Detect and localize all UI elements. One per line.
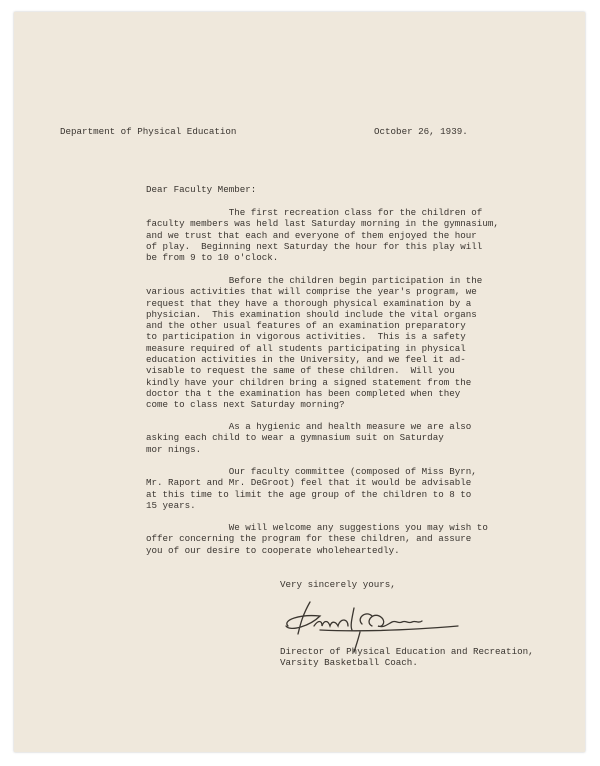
salutation: Dear Faculty Member: — [146, 184, 257, 195]
paragraph-3 — [146, 421, 471, 455]
paragraph-line: of play. Beginning next Saturday the hour for this play will — [146, 240, 483, 252]
department-heading: Department of Physical Education — [60, 126, 237, 137]
paragraph-line: be from 9 to 10 o'clock. — [146, 252, 279, 264]
paragraph-5 — [146, 522, 488, 556]
paragraph-line: Mr. Raport and Mr. DeGroot) feel that it would be advisable — [146, 477, 472, 489]
paragraph-line: faculty members was held last Saturday morning in the gymnasium, — [146, 218, 499, 230]
paragraph-line: at this time to limit the age group of the children to 8 to — [146, 488, 472, 500]
paragraph-line: come to class next Saturday morning? — [146, 399, 345, 411]
paragraph-line: visable to request the same of these children. Will you — [146, 365, 455, 377]
paragraph-line: Our faculty committee (composed of Miss Byrn, — [146, 466, 477, 477]
paragraph-line: 15 years. — [146, 499, 196, 511]
paragraph-line: mor nings. — [146, 443, 202, 455]
letter-date: October 26, 1939. — [374, 126, 468, 137]
paragraph-line: Before the children begin participation in the — [146, 275, 483, 286]
paragraph-line: doctor tha t the examination has been completed when they — [146, 387, 461, 399]
paragraph-line: The first recreation class for the children of — [146, 207, 483, 218]
signer-title-line: Director of Physical Education and Recreation, — [280, 646, 534, 657]
paragraph-line: asking each child to wear a gymnasium suit on Saturday — [146, 432, 444, 444]
paragraph-line: and the other usual features of an examination preparatory — [146, 320, 466, 332]
signer-title-line: Varsity Basketball Coach. — [280, 657, 418, 669]
paragraph-line: and we trust that each and everyone of them enjoyed the hour — [146, 229, 477, 241]
signer-title — [280, 646, 534, 669]
paragraph-2 — [146, 275, 482, 411]
paragraph-1 — [146, 207, 499, 263]
paragraph-line: education activities in the University, and we feel it ad- — [146, 354, 466, 366]
paragraph-line: measure required of all students participating in physical — [146, 342, 466, 354]
paragraph-line: request that they have a thorough physical examination by a — [146, 297, 472, 309]
paragraph-line: you of our desire to cooperate wholeheartedly. — [146, 544, 400, 556]
paragraph-line: to participation in vigorous activities. This is a safety — [146, 331, 466, 343]
paragraph-line: physician. This examination should include the vital organs — [146, 308, 477, 320]
paragraph-line: offer concerning the program for these children, and assure — [146, 533, 472, 545]
paragraph-line: We will welcome any suggestions you may wish to — [146, 522, 488, 533]
paragraph-line: As a hygienic and health measure we are also — [146, 421, 472, 432]
paragraph-line: kindly have your children bring a signed statement from the — [146, 376, 472, 388]
closing: Very sincerely yours, — [280, 579, 396, 590]
paragraph-line: various activities that will comprise the year's program, we — [146, 286, 477, 298]
paragraph-4 — [146, 466, 477, 511]
